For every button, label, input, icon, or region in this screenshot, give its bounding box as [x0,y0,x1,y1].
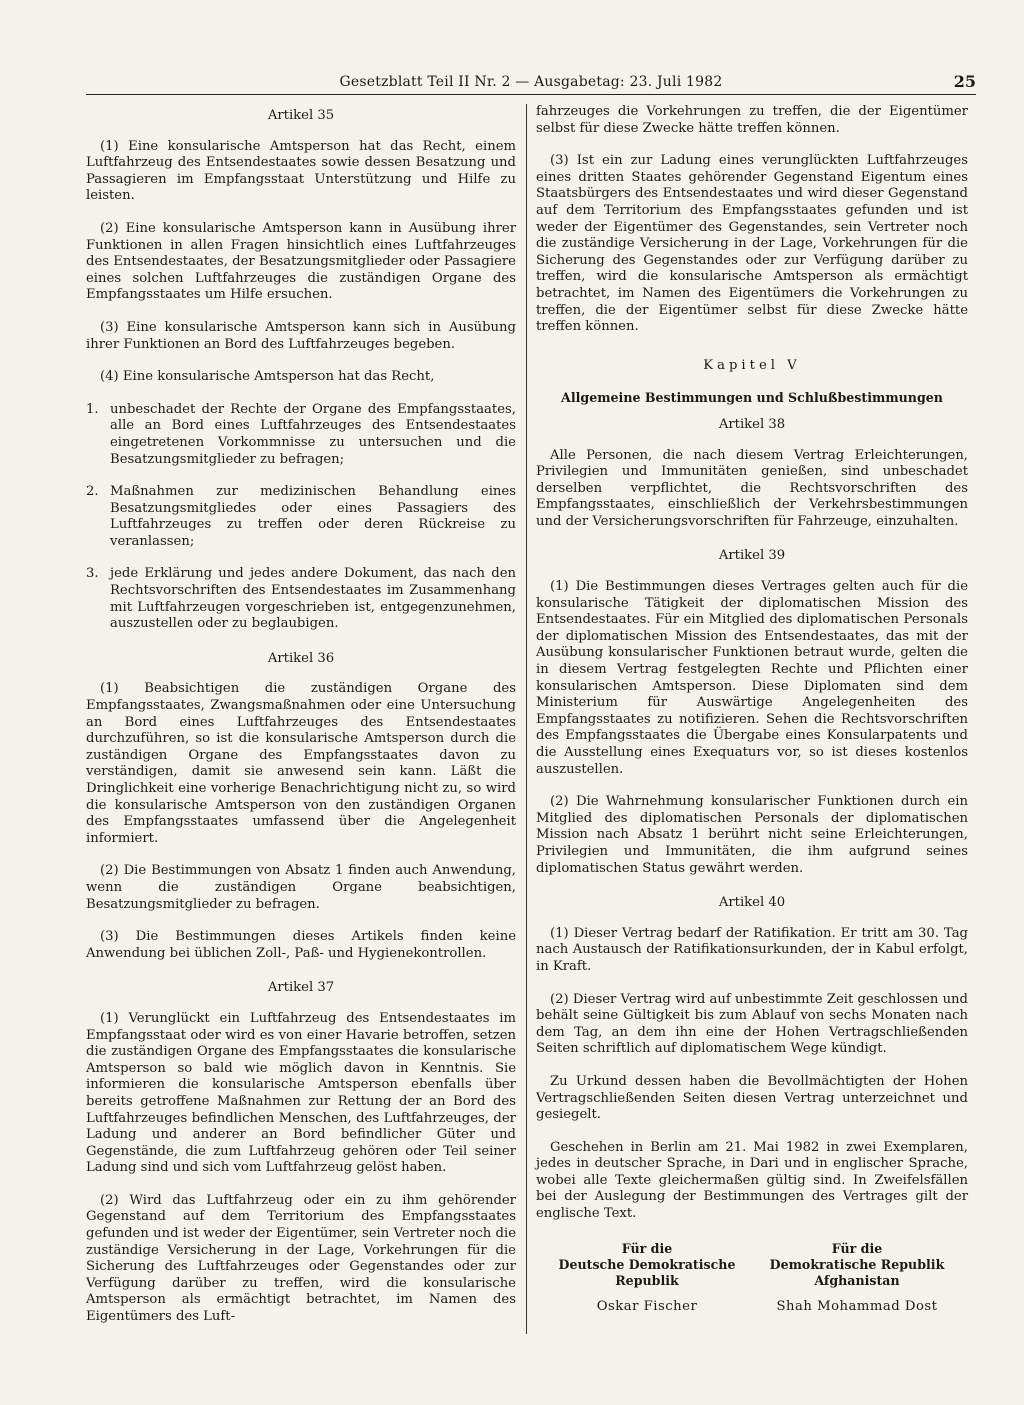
paragraph: (2) Die Bestimmungen von Absatz 1 finden auch Anwendung, wenn die zuständigen Organe beabsichtigen, Besatzungsmitglieder zu befragen. [86,863,516,912]
signer-name: Shah Mohammad Dost [776,1298,938,1314]
chapter-title: Allgemeine Bestimmungen und Schlußbestimmungen [561,390,943,406]
signature-line: Demokratische Republik [769,1256,945,1272]
paragraph: (4) Eine konsularische Amtsperson hat das Recht, [100,369,435,385]
list-item [86,484,516,550]
list-number: 1. [86,401,99,417]
paragraph: (1) Die Bestimmungen dieses Vertrages gelten auch für die konsularische Tätigkeit der diplomatischen Mission des Entsendestaates. Für ein Mitglied des diplomatischen Personals der diplomatischen Mission des Entsendestaates, das mit der Ausübung konsularischer Funktionen betraut wurde, gelten die in diesem Vertrag festgelegten Rechte und Pflichten einer konsularischen Amtsperson. Diese Diplomaten sind dem Ministerium für Auswärtige Angelegenheiten des Empfangsstaates zu notifizieren. Sehen die Rechtsvorschriften des Empfangsstaates die Übergabe eines Konsularpatents und die Ausstellung eines Exequaturs vor, so ist dieses kostenlos auszustellen. [536,579,968,777]
article-heading: Artikel 40 [718,895,786,911]
list-text: Maßnahmen zur medizinischen Behandlung eines Besatzungsmitgliedes oder eines Passagiers des Luftfahrzeuges zu treffen oder deren Rückreise zu veranlassen; [110,484,516,549]
list-text: jede Erklärung und jedes andere Dokument, das nach den Rechtsvorschriften des Entsendestaates im Zusammenhang mit Luftfahrzeugen vorgeschrieben ist, entgegenzunehmen, auszustellen oder zu beglaubigen. [110,566,516,632]
list-number: 3. [86,566,99,582]
paragraph: (2) Wird das Luftfahrzeug oder ein zu ihm gehörender Gegenstand auf dem Territorium des Empfangsstaates gefunden und ist weder der Eigentümer, sein Vertreter noch die zuständige Versicherung in der Lage, Vorkehrungen für die Sicherung des Luftfahrzeuges oder Gegenstandes oder zur Verfügung darüber zu treffen, wird die konsularische Amtsperson als ermächtigt betrachtet, im Namen des Eigentümers des Luft- [86,1192,516,1325]
left-column [86,104,516,1342]
list-item [86,566,516,632]
list-text: unbeschadet der Rechte der Organe des Empfangsstaates, alle an Bord eines Luftfahrzeuges des Entsendestaates eingetretenen Vorkommnisse zu untersuchen und die Besatzungsmitglieder zu befragen; [110,401,516,467]
chapter-heading: Kapitel V [703,357,801,373]
article-heading: Artikel 37 [267,980,335,996]
signature-line: Afghanistan [814,1272,900,1288]
signature-line: Für die [831,1240,883,1256]
paragraph: (3) Ist ein zur Ladung eines verunglückten Luftfahrzeuges eines dritten Staates gehörender Gegenstand Eigentum eines Staatsbürgers des Entsendestaates und wird dieser Gegenstand auf dem Territorium des Empfangsstaates gefunden und ist weder der Eigentümer des Gegenstandes, sein Vertreter noch die zuständige Versicherung in der Lage, Vorkehrungen für die Sicherung des Gegenstandes oder zur Verfügung darüber zu treffen, wird die konsularische Amtsperson als ermächtigt betrachtet, im Namen des Eigentümers die Vorkehrungen zu treffen, die der Eigentümer selbst für diese Zwecke hätte treffen können. [536,153,968,335]
paragraph: Alle Personen, die nach diesem Vertrag Erleichterungen, Privilegien und Immunitäten genießen, sind unbeschadet derselben verpflichtet, die Rechtsvorschriften des Empfangsstaates, einschließlich der Verkehrsbestimmungen und der Versicherungsvorschriften für Fahrzeuge, einzuhalten. [536,447,968,529]
right-column [536,104,968,1315]
article-heading: Artikel 36 [267,650,335,666]
article-heading: Artikel 35 [267,108,335,123]
signature-section [536,1241,968,1315]
signature-line: Für die [621,1240,673,1256]
page-header [86,74,976,90]
page-number: 25 [953,72,976,91]
paragraph: (2) Eine konsularische Amtsperson kann in Ausübung ihrer Funktionen in allen Fragen hinsichtlich eines Luftfahrzeuges des Entsendestaates, der Besatzungsmitglieder oder Passagiere eines solchen Luftfahrzeuges die zuständigen Organe des Empfangsstaates um Hilfe ersuchen. [86,220,516,303]
paragraph: (1) Beabsichtigen die zuständigen Organe des Empfangsstaates, Zwangsmaßnahmen oder eine Untersuchung an Bord eines Luftfahrzeuges des Entsendestaates durchzuführen, so ist die konsularische Amtsperson durch die zuständigen Organe des Empfangsstaates davon zu verständigen, damit sie anwesend sein kann. Läßt die Dringlichkeit eine vorherige Benachrichtigung nicht zu, so wird die konsularische Amtsperson von den zuständigen Organen des Empfangsstaates umfassend über die Angelegenheit informiert. [86,681,516,846]
article-heading: Artikel 38 [718,416,786,432]
paragraph: (1) Dieser Vertrag bedarf der Ratifikation. Er tritt am 30. Tag nach Austausch der Ratifikationsurkunden, der in Kabul erfolgt, in Kraft. [536,925,968,974]
paragraph: Geschehen in Berlin am 21. Mai 1982 in zwei Exemplaren, jedes in deutscher Sprache, in Dari und in englischer Sprache, wobei alle Texte gleichermaßen gültig sind. In Zweifelsfällen bei der Auslegung der Bestimmungen des Vertrages gilt der englische Text. [536,1139,968,1222]
paragraph: Zu Urkund dessen haben die Bevollmächtigten der Hohen Vertragschließenden Seiten diesen Vertrag unterzeichnet und gesiegelt. [536,1073,968,1123]
signer-name: Oskar Fischer [596,1298,698,1314]
signature-block [552,1241,742,1315]
paragraph: (3) Eine konsularische Amtsperson kann sich in Ausübung ihrer Funktionen an Bord des Luftfahrzeuges begeben. [86,319,516,352]
paragraph: (1) Verunglückt ein Luftfahrzeug des Entsendestaates im Empfangsstaat oder wird es von einer Havarie betroffen, setzen die zuständigen Organe des Empfangsstaates die konsularische Amtsperson so bald wie möglich davon in Kenntnis. Sie informieren die konsularische Amtsperson ebenfalls über bereits getroffene Maßnahmen zur Rettung der an Bord des Luftfahrzeuges befindlichen Menschen, des Luftfahrzeuges, der Ladung und anderer an Bord befindlicher Güter und Gegenstände, die zum Luftfahrzeug gehören oder Teil seiner Ladung sind und sich vom Luftfahrzeug gelöst haben. [86,1010,516,1176]
header-rule [86,94,976,95]
header-title: Gesetzblatt Teil II Nr. 2 — Ausgabetag: 23. Juli 1982 [339,74,723,90]
list-number: 2. [86,484,99,500]
column-divider [526,104,527,1334]
signature-line: Deutsche Demokratische [558,1256,736,1272]
paragraph: (2) Die Wahrnehmung konsularischer Funktionen durch ein Mitglied des diplomatischen Personals der diplomatischen Mission nach Absatz 1 berührt nicht seine Erleichterungen, Privilegien und Immunitäten, die ihm aufgrund seines diplomatischen Status gewährt werden. [536,794,968,876]
signature-block [762,1241,952,1315]
list-item [86,402,516,468]
article-heading: Artikel 39 [718,548,786,564]
paragraph: fahrzeuges die Vorkehrungen zu treffen, die der Eigentümer selbst für diese Zwecke hätte treffen können. [536,104,968,136]
paragraph: (2) Dieser Vertrag wird auf unbestimmte Zeit geschlossen und behält seine Gültigkeit bis zum Ablauf von sechs Monaten nach dem Tag, an dem ihn eine der Hohen Vertragschließenden Seiten schriftlich auf diplomatischem Wege kündigt. [536,991,968,1057]
signature-line: Republik [615,1272,679,1288]
paragraph: (3) Die Bestimmungen dieses Artikels finden keine Anwendung bei üblichen Zoll-, Paß- und Hygienekontrollen. [86,929,516,961]
paragraph: (1) Eine konsularische Amtsperson hat das Recht, einem Luftfahrzeug des Entsendestaates sowie dessen Besatzung und Passagieren im Empfangsstaat Unterstützung und Hilfe zu leisten. [86,138,516,204]
